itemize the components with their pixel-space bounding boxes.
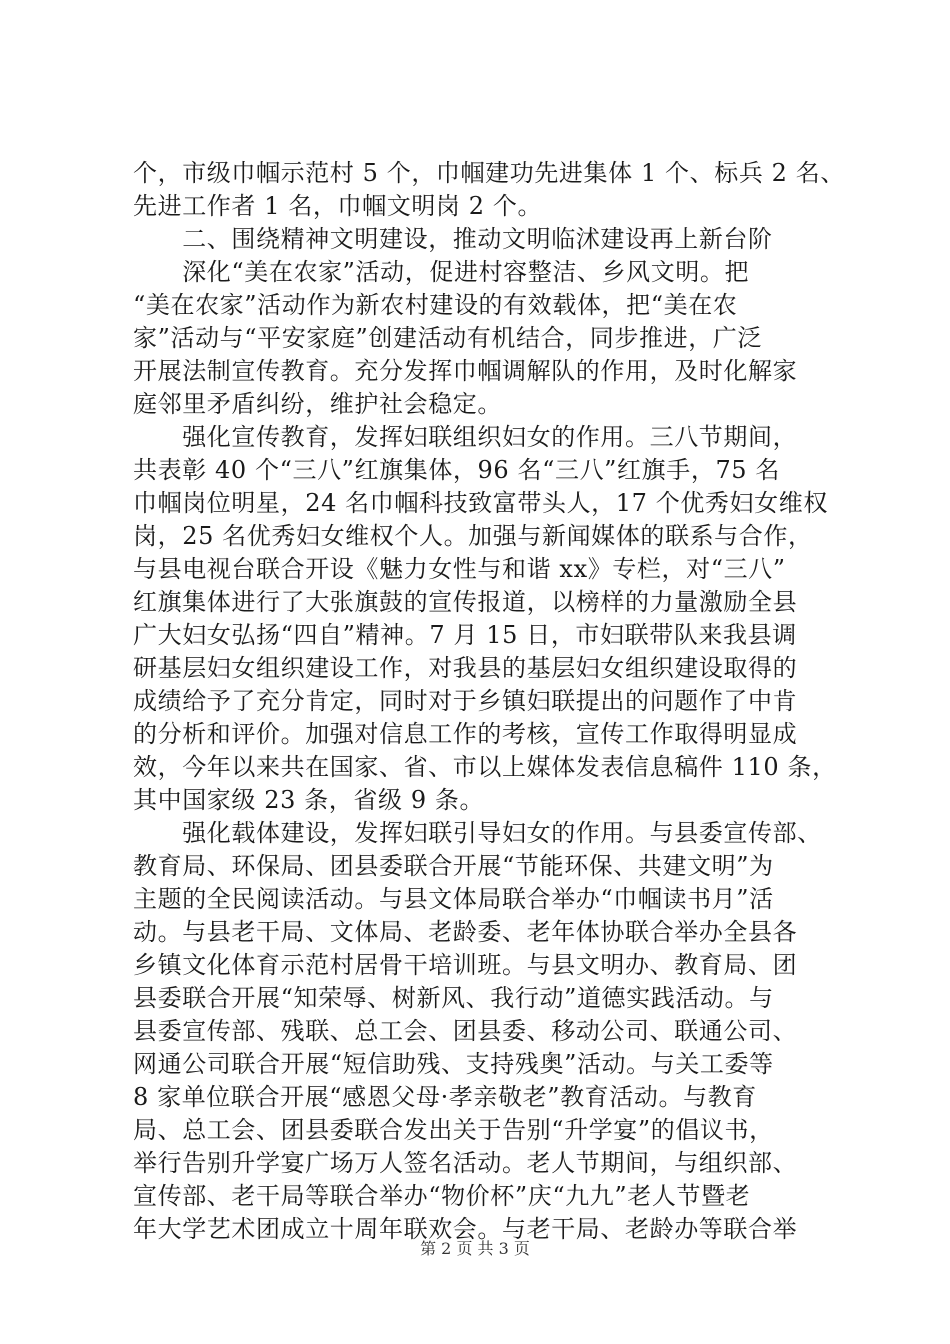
text-line: 宣传部、老干局等联合举办“物价杯”庆“九九”老人节暨老 (133, 1182, 751, 1210)
text-line: 县委联合开展“知荣辱、树新风、我行动”道德实践活动。与 (133, 984, 774, 1012)
text-line: 研基层妇女组织建设工作，对我县的基层妇女组织建设取得的 (133, 654, 798, 682)
text-line: 局、总工会、团县委联合发出关于告别“升学宴”的倡议书， (133, 1116, 774, 1144)
text-line: 先进工作者 1 名，巾帼文明岗 2 个。 (133, 192, 543, 220)
text-line: “美在农家”活动作为新农村建设的有效载体，把“美在农 (133, 291, 738, 319)
text-line: 巾帼岗位明星，24 名巾帼科技致富带头人，17 个优秀妇女维权 (133, 489, 828, 517)
text-line: 乡镇文化体育示范村居骨干培训班。与县文明办、教育局、团 (133, 951, 798, 979)
text-line: 8 家单位联合开展“感恩父母·孝亲敬老”教育活动。与教育 (133, 1083, 757, 1111)
text-line: 的分析和评价。加强对信息工作的考核，宣传工作取得明显成 (133, 720, 798, 748)
text-line: 举行告别升学宴广场万人签名活动。老人节期间，与组织部、 (133, 1149, 798, 1177)
text-line: 其中国家级 23 条，省级 9 条。 (133, 786, 485, 814)
section-heading: 二、围绕精神文明建设，推动文明临沭建设再上新台阶 (133, 225, 773, 253)
text-line: 县委宣传部、残联、总工会、团县委、移动公司、联通公司、 (133, 1017, 798, 1045)
text-line: 与县电视台联合开设《魅力女性与和谐 xx》专栏，对“三八” (133, 555, 786, 583)
page-number-footer: 第 2 页 共 3 页 (420, 1239, 530, 1258)
text-line: 网通公司联合开展“短信助残、支持残奥”活动。与关工委等 (133, 1050, 774, 1078)
text-line: 教育局、环保局、团县委联合开展“节能环保、共建文明”为 (133, 852, 774, 880)
text-line: 家”活动与“平安家庭”创建活动有机结合，同步推进，广泛 (133, 324, 763, 352)
text-line: 共表彰 40 个“三八”红旗集体，96 名“三八”红旗手，75 名 (133, 456, 781, 484)
text-line: 深化“美在农家”活动，促进村容整洁、乡风文明。把 (133, 258, 750, 286)
text-line: 开展法制宣传教育。充分发挥巾帼调解队的作用，及时化解家 (133, 357, 798, 385)
text-line: 动。与县老干局、文体局、老龄委、老年体协联合举办全县各 (133, 918, 798, 946)
text-line: 成绩给予了充分肯定，同时对于乡镇妇联提出的问题作了中肯 (133, 687, 798, 715)
text-line: 岗，25 名优秀妇女维权个人。加强与新闻媒体的联系与合作， (133, 522, 813, 550)
text-line: 强化宣传教育，发挥妇联组织妇女的作用。三八节期间， (133, 423, 798, 451)
text-line: 主题的全民阅读活动。与县文体局联合举办“巾帼读书月”活 (133, 885, 774, 913)
text-line: 广大妇女弘扬“四自”精神。7 月 15 日，市妇联带队来我县调 (133, 621, 797, 649)
text-line: 强化载体建设，发挥妇联引导妇女的作用。与县委宣传部、 (133, 819, 822, 847)
text-line: 个，市级巾帼示范村 5 个，巾帼建功先进集体 1 个、标兵 2 名、 (133, 159, 845, 187)
text-line: 庭邻里矛盾纠纷，维护社会稳定。 (133, 390, 502, 418)
text-line: 年大学艺术团成立十周年联欢会。与老干局、老龄办等联合举 (133, 1215, 798, 1243)
text-line: 效，今年以来共在国家、省、市以上媒体发表信息稿件 110 条， (133, 753, 837, 781)
text-line: 红旗集体进行了大张旗鼓的宣传报道，以榜样的力量激励全县 (133, 588, 798, 616)
